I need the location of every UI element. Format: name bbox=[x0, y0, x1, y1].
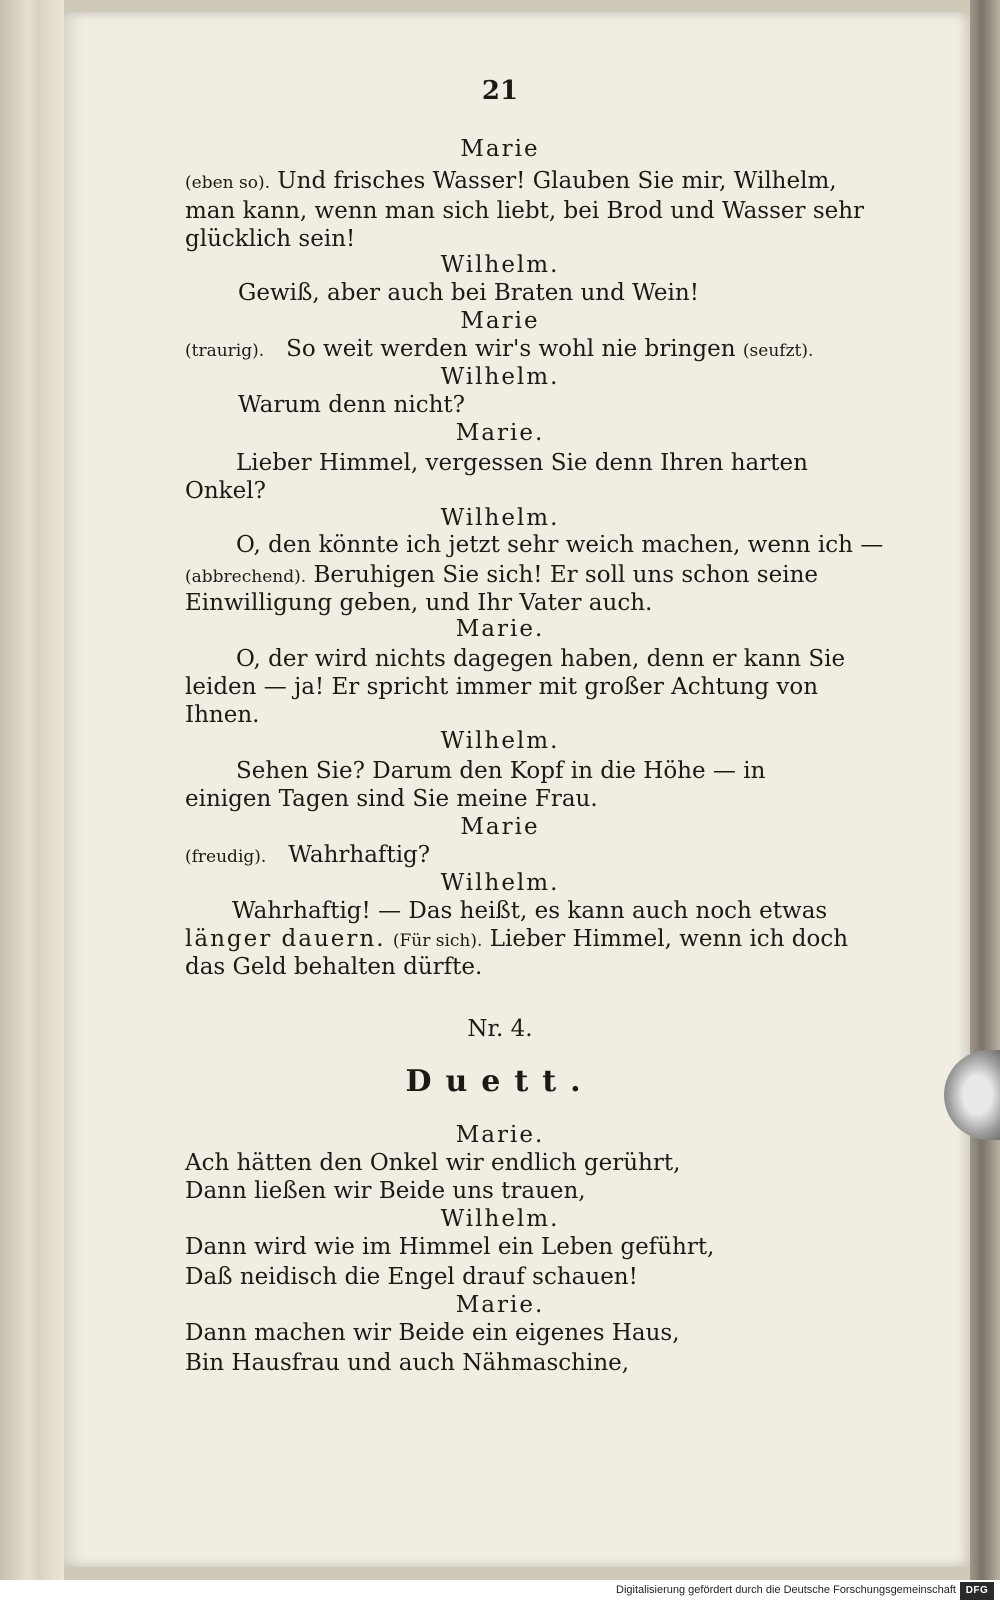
speaker-label: Marie bbox=[460, 136, 540, 162]
section-title: Duett. bbox=[405, 1064, 595, 1099]
text-line: glücklich sein! bbox=[185, 226, 356, 252]
stage-direction: (seufzt). bbox=[742, 341, 814, 361]
footer-bar bbox=[0, 1580, 1000, 1605]
verse-line: Dann wird wie im Himmel ein Leben geführt, bbox=[185, 1234, 715, 1260]
book-spine bbox=[0, 0, 40, 1580]
verse-line: Daß neidisch die Engel drauf schauen! bbox=[185, 1264, 638, 1290]
speaker-label: Marie. bbox=[455, 420, 545, 446]
text-line: länger dauern. (Für sich). Lieber Himmel, wenn ich doch bbox=[185, 926, 849, 952]
text-line: Einwilligung geben, und Ihr Vater auch. bbox=[185, 590, 653, 616]
text-line: Gewiß, aber auch bei Braten und Wein! bbox=[238, 280, 699, 306]
text-line: O, der wird nichts dagegen haben, denn er kann Sie bbox=[236, 646, 846, 672]
speaker-label: Wilhelm. bbox=[440, 870, 560, 896]
text-line: Wahrhaftig! — Das heißt, es kann auch noch etwas bbox=[232, 898, 828, 924]
speaker-label: Wilhelm. bbox=[440, 364, 560, 390]
speaker-label: Wilhelm. bbox=[440, 728, 560, 754]
text-line: das Geld behalten dürfte. bbox=[185, 954, 483, 980]
speaker-label: Marie bbox=[460, 308, 540, 334]
speaker-label: Wilhelm. bbox=[440, 505, 560, 531]
stage-direction: (eben so). bbox=[185, 173, 270, 193]
text-line: (traurig). So weit werden wir's wohl nie bringen (seufzt). bbox=[185, 336, 814, 362]
speaker-label: Marie bbox=[460, 814, 540, 840]
text-line: (abbrechend). Beruhigen Sie sich! Er soll uns schon seine bbox=[185, 562, 818, 588]
text-line: (freudig). Wahrhaftig? bbox=[185, 842, 431, 868]
verse-line: Ach hätten den Onkel wir endlich gerührt, bbox=[185, 1150, 681, 1176]
text-line: man kann, wenn man sich liebt, bei Brod und Wasser sehr bbox=[185, 198, 865, 224]
stage-direction: (traurig). bbox=[185, 341, 265, 361]
text-line: Onkel? bbox=[185, 478, 266, 504]
text-line: leiden — ja! Er spricht immer mit großer Achtung von bbox=[185, 674, 819, 700]
verse-line: Dann machen wir Beide ein eigenes Haus, bbox=[185, 1320, 680, 1346]
facing-page-edge bbox=[40, 0, 64, 1580]
text-line: Lieber Himmel, vergessen Sie denn Ihren harten bbox=[236, 450, 808, 476]
text-line: einigen Tagen sind Sie meine Frau. bbox=[185, 786, 598, 812]
text-line: Ihnen. bbox=[185, 702, 260, 728]
speaker-label: Marie. bbox=[455, 1122, 545, 1148]
text-line: O, den könnte ich jetzt sehr weich machen, wenn ich — bbox=[236, 532, 884, 558]
speaker-label: Marie. bbox=[455, 1292, 545, 1318]
stage-direction: (Für sich). bbox=[392, 931, 483, 951]
verse-line: Dann ließen wir Beide uns trauen, bbox=[185, 1178, 586, 1204]
speaker-label: Wilhelm. bbox=[440, 252, 560, 278]
dfg-logo: DFG bbox=[960, 1582, 994, 1600]
verse-line: Bin Hausfrau und auch Nähmaschine, bbox=[185, 1350, 630, 1376]
speaker-label: Wilhelm. bbox=[440, 1206, 560, 1232]
text-line: (eben so). Und frisches Wasser! Glauben Sie mir, Wilhelm, bbox=[185, 168, 837, 194]
text-line: Warum denn nicht? bbox=[238, 392, 465, 418]
page-number: 21 bbox=[481, 76, 519, 106]
page-stack-edge bbox=[970, 0, 1000, 1580]
number-heading: Nr. 4. bbox=[467, 1016, 533, 1042]
stage-direction: (abbrechend). bbox=[185, 567, 307, 587]
stage-direction: (freudig). bbox=[185, 847, 267, 867]
funding-credit: Digitalisierung gefördert durch die Deutsche Forschungsgemeinschaft bbox=[616, 1584, 956, 1596]
speaker-label: Marie. bbox=[455, 616, 545, 642]
text-line: Sehen Sie? Darum den Kopf in die Höhe — in bbox=[236, 758, 766, 784]
